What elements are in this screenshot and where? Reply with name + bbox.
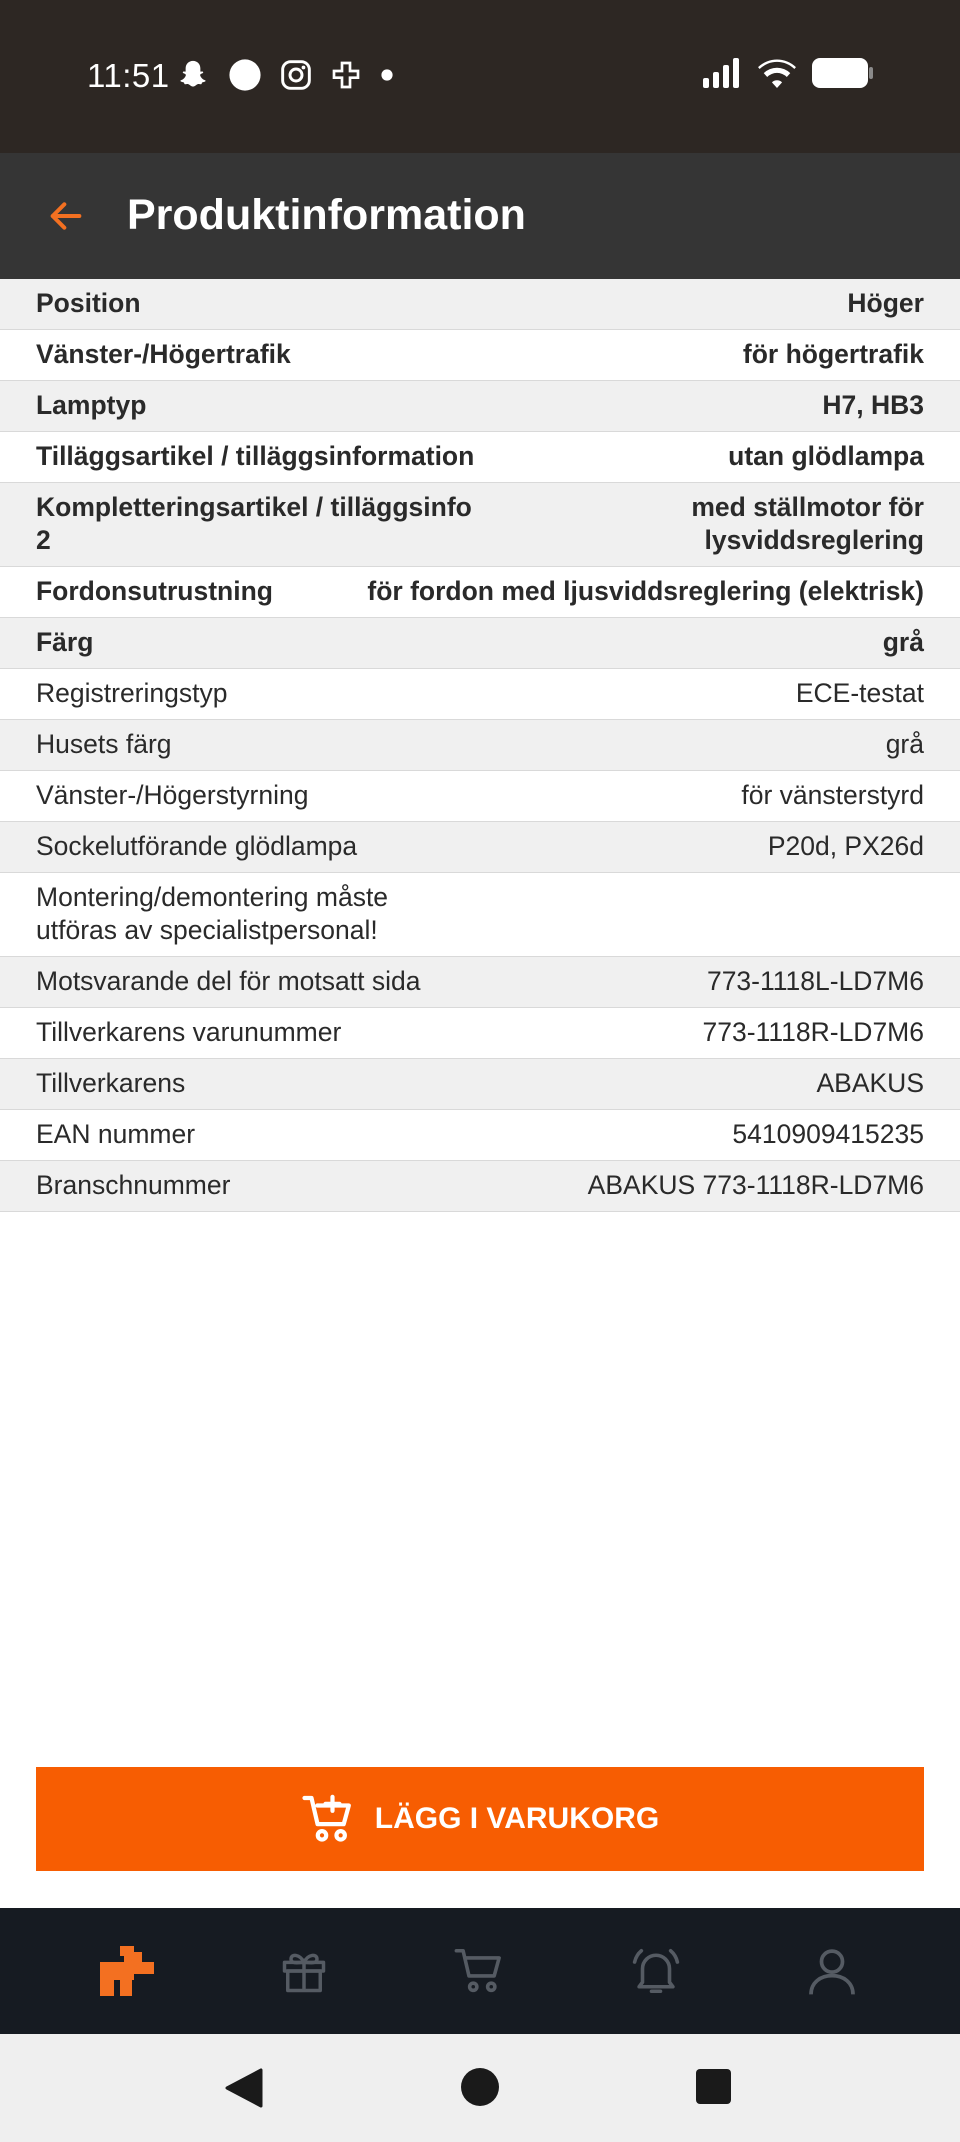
status-bar — [0, 0, 960, 153]
cart-icon — [453, 1944, 507, 1998]
spec-value: 5410909415235 — [732, 1119, 924, 1149]
spec-value: H7, HB3 — [822, 390, 924, 420]
spec-label: Lamptyp — [36, 390, 147, 420]
instagram-icon — [280, 59, 312, 91]
battery-icon — [812, 58, 874, 88]
spec-label: Position — [36, 288, 141, 318]
nav-cart[interactable] — [432, 1923, 528, 2019]
nav-home[interactable] — [80, 1923, 176, 2019]
spec-value: ECE-testat — [795, 678, 924, 708]
spec-label: Vänster-/Högerstyrning — [36, 780, 309, 810]
arrow-left-icon — [46, 196, 86, 236]
nav-offers[interactable] — [256, 1923, 352, 2019]
spec-value: ABAKUS 773-1118R-LD7M6 — [587, 1170, 924, 1200]
bottom-nav — [0, 1908, 960, 2034]
system-recents-icon[interactable] — [696, 2069, 731, 2104]
signal-icon — [702, 58, 742, 88]
spec-value: grå — [882, 627, 924, 657]
app-plus-icon — [330, 59, 362, 91]
spec-row — [0, 771, 960, 822]
spec-row — [0, 330, 960, 381]
spec-table — [0, 279, 960, 1212]
add-to-cart-button[interactable] — [36, 1767, 924, 1871]
system-nav-bar — [0, 2034, 960, 2142]
spec-row — [0, 957, 960, 1008]
spec-row — [0, 618, 960, 669]
system-back-icon[interactable] — [225, 2068, 263, 2108]
spec-value: för vänsterstyrd — [741, 780, 924, 810]
brand-logo-icon — [100, 1946, 156, 1996]
status-time: 11:51 — [87, 57, 170, 94]
snapchat-icon — [176, 58, 210, 92]
user-icon — [804, 1943, 860, 1999]
spec-value: grå — [885, 729, 924, 759]
spec-row — [0, 1110, 960, 1161]
spec-label: Branschnummer — [36, 1170, 231, 1200]
spec-label: Vänster-/Högertrafik — [36, 339, 291, 369]
spec-row — [0, 669, 960, 720]
spec-label: Tilläggsartikel / tilläggsinformation — [36, 441, 475, 471]
system-home-icon[interactable] — [461, 2068, 499, 2106]
spec-row — [0, 720, 960, 771]
nav-notifications[interactable] — [608, 1923, 704, 2019]
system-status-icons — [702, 58, 874, 88]
back-button[interactable] — [38, 188, 94, 244]
spec-value: P20d, PX26d — [767, 831, 924, 861]
wifi-icon — [758, 58, 796, 88]
nav-account[interactable] — [784, 1923, 880, 2019]
spec-row — [0, 1008, 960, 1059]
spec-value: med ställmotor för lysviddsreglering — [691, 492, 924, 555]
spec-label: Sockelutförande glödlampa — [36, 831, 358, 861]
spec-value: ABAKUS — [816, 1068, 924, 1098]
spec-row — [0, 279, 960, 330]
spec-row — [0, 483, 960, 567]
spec-label: Kompletteringsartikel / tilläggsinfo 2 — [36, 492, 472, 555]
spec-label: Tillverkarens varunummer — [36, 1017, 342, 1047]
spec-row — [0, 567, 960, 618]
spec-value: Höger — [847, 288, 924, 318]
cart-add-icon — [301, 1791, 357, 1847]
spec-label: Tillverkarens — [36, 1068, 186, 1098]
spec-value: utan glödlampa — [728, 441, 924, 471]
spec-row — [0, 381, 960, 432]
notification-icons — [176, 58, 394, 92]
spec-row — [0, 1161, 960, 1212]
page-title: Produktinformation — [127, 191, 526, 239]
spec-row — [0, 822, 960, 873]
spec-label: EAN nummer — [36, 1119, 196, 1149]
spec-label: Fordonsutrustning — [36, 576, 273, 606]
dot-icon — [380, 68, 394, 82]
bell-icon — [629, 1944, 683, 1998]
spec-value: 773-1118R-LD7M6 — [702, 1017, 924, 1047]
gift-icon — [278, 1945, 330, 1997]
circle-icon — [228, 58, 262, 92]
spec-label: Motsvarande del för motsatt sida — [36, 966, 421, 996]
add-to-cart-label: LÄGG I VARUKORG — [374, 1802, 660, 1835]
spec-value: för fordon med ljusviddsreglering (elektrisk) — [367, 576, 924, 606]
spec-label: Husets färg — [36, 729, 172, 759]
spec-value: för högertrafik — [742, 339, 924, 369]
spec-row — [0, 873, 960, 957]
spec-row — [0, 1059, 960, 1110]
spec-label: Montering/demontering måste utföras av specialistpersonal! — [36, 882, 389, 945]
spec-value: 773-1118L-LD7M6 — [706, 966, 924, 996]
spec-label: Registreringstyp — [36, 678, 228, 708]
spec-row — [0, 432, 960, 483]
spec-label: Färg — [36, 627, 94, 657]
app-bar — [0, 153, 960, 279]
